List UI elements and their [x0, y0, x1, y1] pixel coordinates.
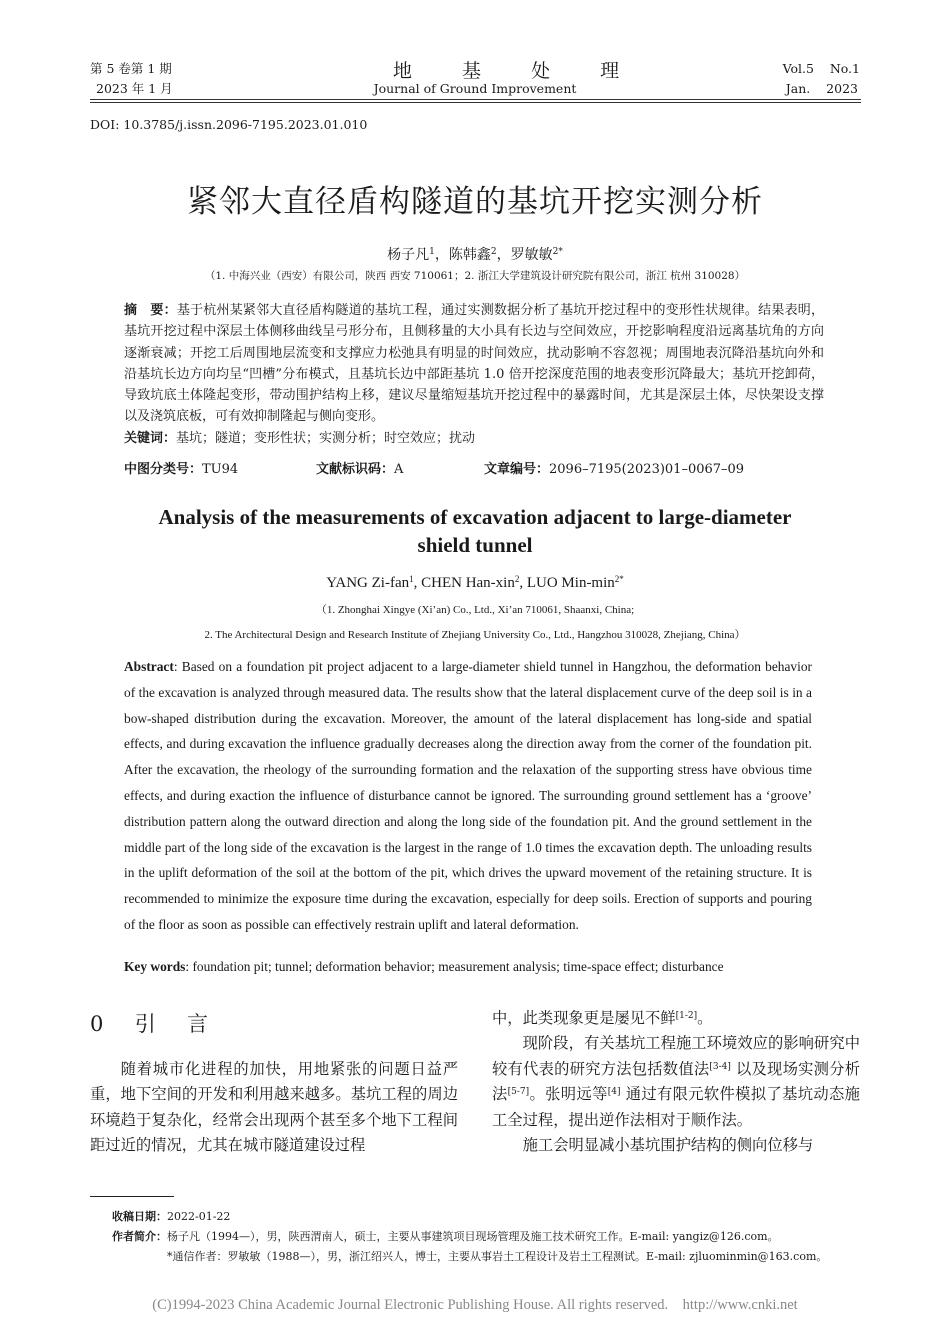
keywords-en: : foundation pit; tunnel; deformation behavior; measurement analysis; time-space effect; disturbance [185, 959, 724, 974]
author-3-cn: 罗敏敏 [510, 247, 553, 263]
affiliation-en-line-2: 2. The Architectural Design and Research Institute of Zhejiang University Co., Ltd., Hangzhou 310028, Zhejiang, China） [204, 629, 746, 641]
article-no-value: 2096–7195(2023)01–0067–09 [549, 462, 745, 477]
author-2-cn-sup: 2 [490, 247, 497, 257]
body-left-column [90, 1057, 458, 1159]
author-3-en-sup: 2* [614, 574, 624, 584]
header-volume-issue-en: Vol.5 No.1 [782, 61, 860, 76]
header-rule-top [90, 99, 861, 100]
body-right-column [492, 1006, 860, 1158]
para-text: 通过有限元软件模拟了基坑动态施工全过程，提出逆作法相对于顺作法。 [492, 1085, 860, 1129]
doi: DOI: 10.3785/j.issn.2096-7195.2023.01.010 [90, 117, 368, 132]
header-volume-issue-cn: 第 5 卷第 1 期 [90, 61, 172, 76]
paragraph [492, 1006, 860, 1031]
author-2-en-sup: 2 [514, 574, 520, 584]
footnote-rule [90, 1196, 174, 1197]
title-en-line-2: shield tunnel [417, 533, 533, 557]
keywords-en-field [124, 959, 824, 975]
author-1-cn: 杨子凡 [387, 247, 430, 263]
author-3-cn-sup: 2* [552, 247, 563, 257]
doc-code-value: A [394, 462, 404, 477]
para-text: 以及现场实测分析法 [492, 1059, 860, 1104]
received-date: 2022-01-22 [167, 1210, 231, 1223]
author-1-en-sup: 1 [409, 574, 414, 584]
para-text: 中，此类现象更是屡见不鲜 [492, 1009, 676, 1027]
bio-text: 杨子凡（1994—），男，陕西渭南人，硕士，主要从事建筑项目现场管理及施工技术研究工作。E-mail: yangiz@126.com。 [167, 1230, 779, 1243]
title-cn: 紧邻大直径盾构隧道的基坑开挖实测分析 [187, 184, 763, 220]
affiliation-en-line-1: （1. Zhonghai Xingye (Xi’an) Co., Ltd., Xi’an 710061, Shaanxi, China; [315, 604, 635, 616]
doc-code-field [316, 458, 403, 477]
author-sep-2-cn: ， [496, 247, 511, 263]
footnote-author-bio [112, 1227, 872, 1247]
abstract-cn-text: 基于杭州某紧邻大直径盾构隧道的基坑工程，通过实测数据分析了基坑开挖过程中的变形性状规律。结果表明，基坑开挖过程中深层土体侧移曲线呈弓形分布，且侧移量的大小具有长边与空间效应，开挖影响程度沿远离基坑角的方向逐渐衰减；开挖工后周围地层流变和支撑应力松弛具有明显的时间效应，扰动影响不容忽视；周围地表沉降沿基坑向外和沿基坑长边方向均呈“凹槽”分布模式，且基坑长边中部距基坑 1.0 倍开挖深度范围的地表变形沉降最大；基坑开挖卸荷，导致坑底土体隆起变形，带动围护结构上移，建议尽量缩短基坑开挖过程中的暴露时间，尤其是深层土体，尽快架设支撑以及浇筑底板，可有效抑制隆起与侧向变形。 [124, 303, 824, 425]
paragraph: 施工会明显减小基坑围护结构的侧向位移与 [522, 1136, 814, 1155]
clc-value: TU94 [202, 462, 239, 477]
citation: [3-4] [709, 1061, 731, 1072]
citation: [5-7] [507, 1087, 530, 1098]
article-no-field [484, 458, 744, 477]
keywords-cn: 基坑；隧道；变形性状；实测分析；时空效应；扰动 [176, 430, 476, 446]
section-heading-introduction: 0 引 言 [90, 1012, 215, 1036]
footnote-corresponding: *通信作者：罗敏敏（1988—），男，浙江绍兴人，博士，主要从事岩土工程设计及岩土工程测试。E-mail: zjluominmin@163.com。 [167, 1250, 828, 1263]
paragraph: 随着城市化进程的加快，用地紧张的问题日益严重，地下空间的开发和利用越来越多。基坑工程的周边环境趋于复杂化，经常会出现两个甚至多个地下工程间距过近的情况，尤其在城市隧道建设过程 [90, 1060, 458, 1155]
author-sep-2-en: , [519, 575, 527, 591]
author-1-en: YANG Zi-fan [326, 575, 410, 591]
authors-en [0, 575, 950, 592]
authors-cn [0, 244, 950, 264]
author-1-cn-sup: 1 [429, 247, 435, 257]
author-3-en: LUO Min-min [526, 575, 615, 591]
footnote-received [112, 1207, 230, 1227]
para-text: 现阶段，有关基坑工程施工环境效应的影响研究中较有代表的研究方法包括数值法 [492, 1034, 860, 1078]
received-label: 收稿日期： [112, 1210, 167, 1223]
author-sep-1-cn: ， [434, 247, 449, 263]
header-date-cn: 2023 年 1 月 [96, 81, 173, 96]
keywords-en-label: Key words [124, 959, 186, 974]
author-sep-1-en: , [413, 575, 422, 591]
bio-label: 作者简介： [112, 1230, 167, 1243]
abstract-en [124, 654, 812, 938]
header-journal-name-en: Journal of Ground Improvement [373, 81, 577, 96]
citation: [4] [607, 1087, 621, 1098]
copyright-notice: (C)1994-2023 China Academic Journal Electronic Publishing House. All rights reserved. http://www.cnki.net [152, 1297, 798, 1313]
para-text: 。张明远等 [529, 1085, 608, 1104]
abstract-en-text: : Based on a foundation pit project adjacent to a large-diameter shield tunnel in Hangzhou, the deformation behavior of the excavation is analyzed through measured data. The results show that the lateral displacement curve of the deep soil is in a bow-shaped distribution during the excavation. Moreover, the amount of the lateral displacement has long-side and spatial effects, and during excavation the influence gradually decreases along the direction away from the corner of the foundation pit. After the excavation, the rheology of the surrounding formation and the relaxation of the supporting stress have obvious time effects, and during exaction the influence of disturbance cannot be ignored. The surrounding ground settlement has a ‘groove’ distribution pattern along the outward direction and along the long side of the foundation pit. And the ground settlement in the middle part of the long side of the excavation is the largest in the range of 1.0 times the excavation depth. The unloading results in the uplift deformation of the soil at the bottom of the pit, which drives the upward movement of the retaining structure. It is recommended to minimize the exposure time during the excavation, especially for deep soils. Erection of supports and pouring of the floor as soon as possible can effectively restrain uplift and lateral deformation. [124, 659, 812, 932]
header-journal-name-cn: 地 基 处 理 [393, 60, 642, 82]
citation: [1-2] [675, 1011, 698, 1021]
abstract-cn-label: 摘 要： [124, 303, 177, 318]
header-date-en: Jan. 2023 [785, 81, 858, 96]
clc-label: 中图分类号： [124, 462, 203, 477]
article-no-label: 文章编号： [484, 462, 550, 477]
affiliation-cn: （1. 中海兴业（西安）有限公司，陕西 西安 710061；2. 浙江大学建筑设计研究院有限公司，浙江 杭州 310028） [204, 270, 746, 282]
doc-code-label: 文献标识码： [316, 462, 395, 477]
title-en [100, 503, 850, 559]
author-2-en: CHEN Han-xin [421, 575, 515, 591]
abstract-en-label: Abstract [124, 659, 174, 674]
title-en-line-1: Analysis of the measurements of excavation adjacent to large-diameter [158, 505, 792, 529]
author-2-cn: 陈韩鑫 [448, 247, 491, 263]
abstract-cn [124, 300, 824, 449]
para-text: 。 [697, 1009, 713, 1027]
paragraph [492, 1031, 860, 1133]
keywords-cn-label: 关键词： [124, 430, 177, 446]
header-rule-bottom [90, 102, 861, 103]
clc-field [124, 458, 238, 477]
